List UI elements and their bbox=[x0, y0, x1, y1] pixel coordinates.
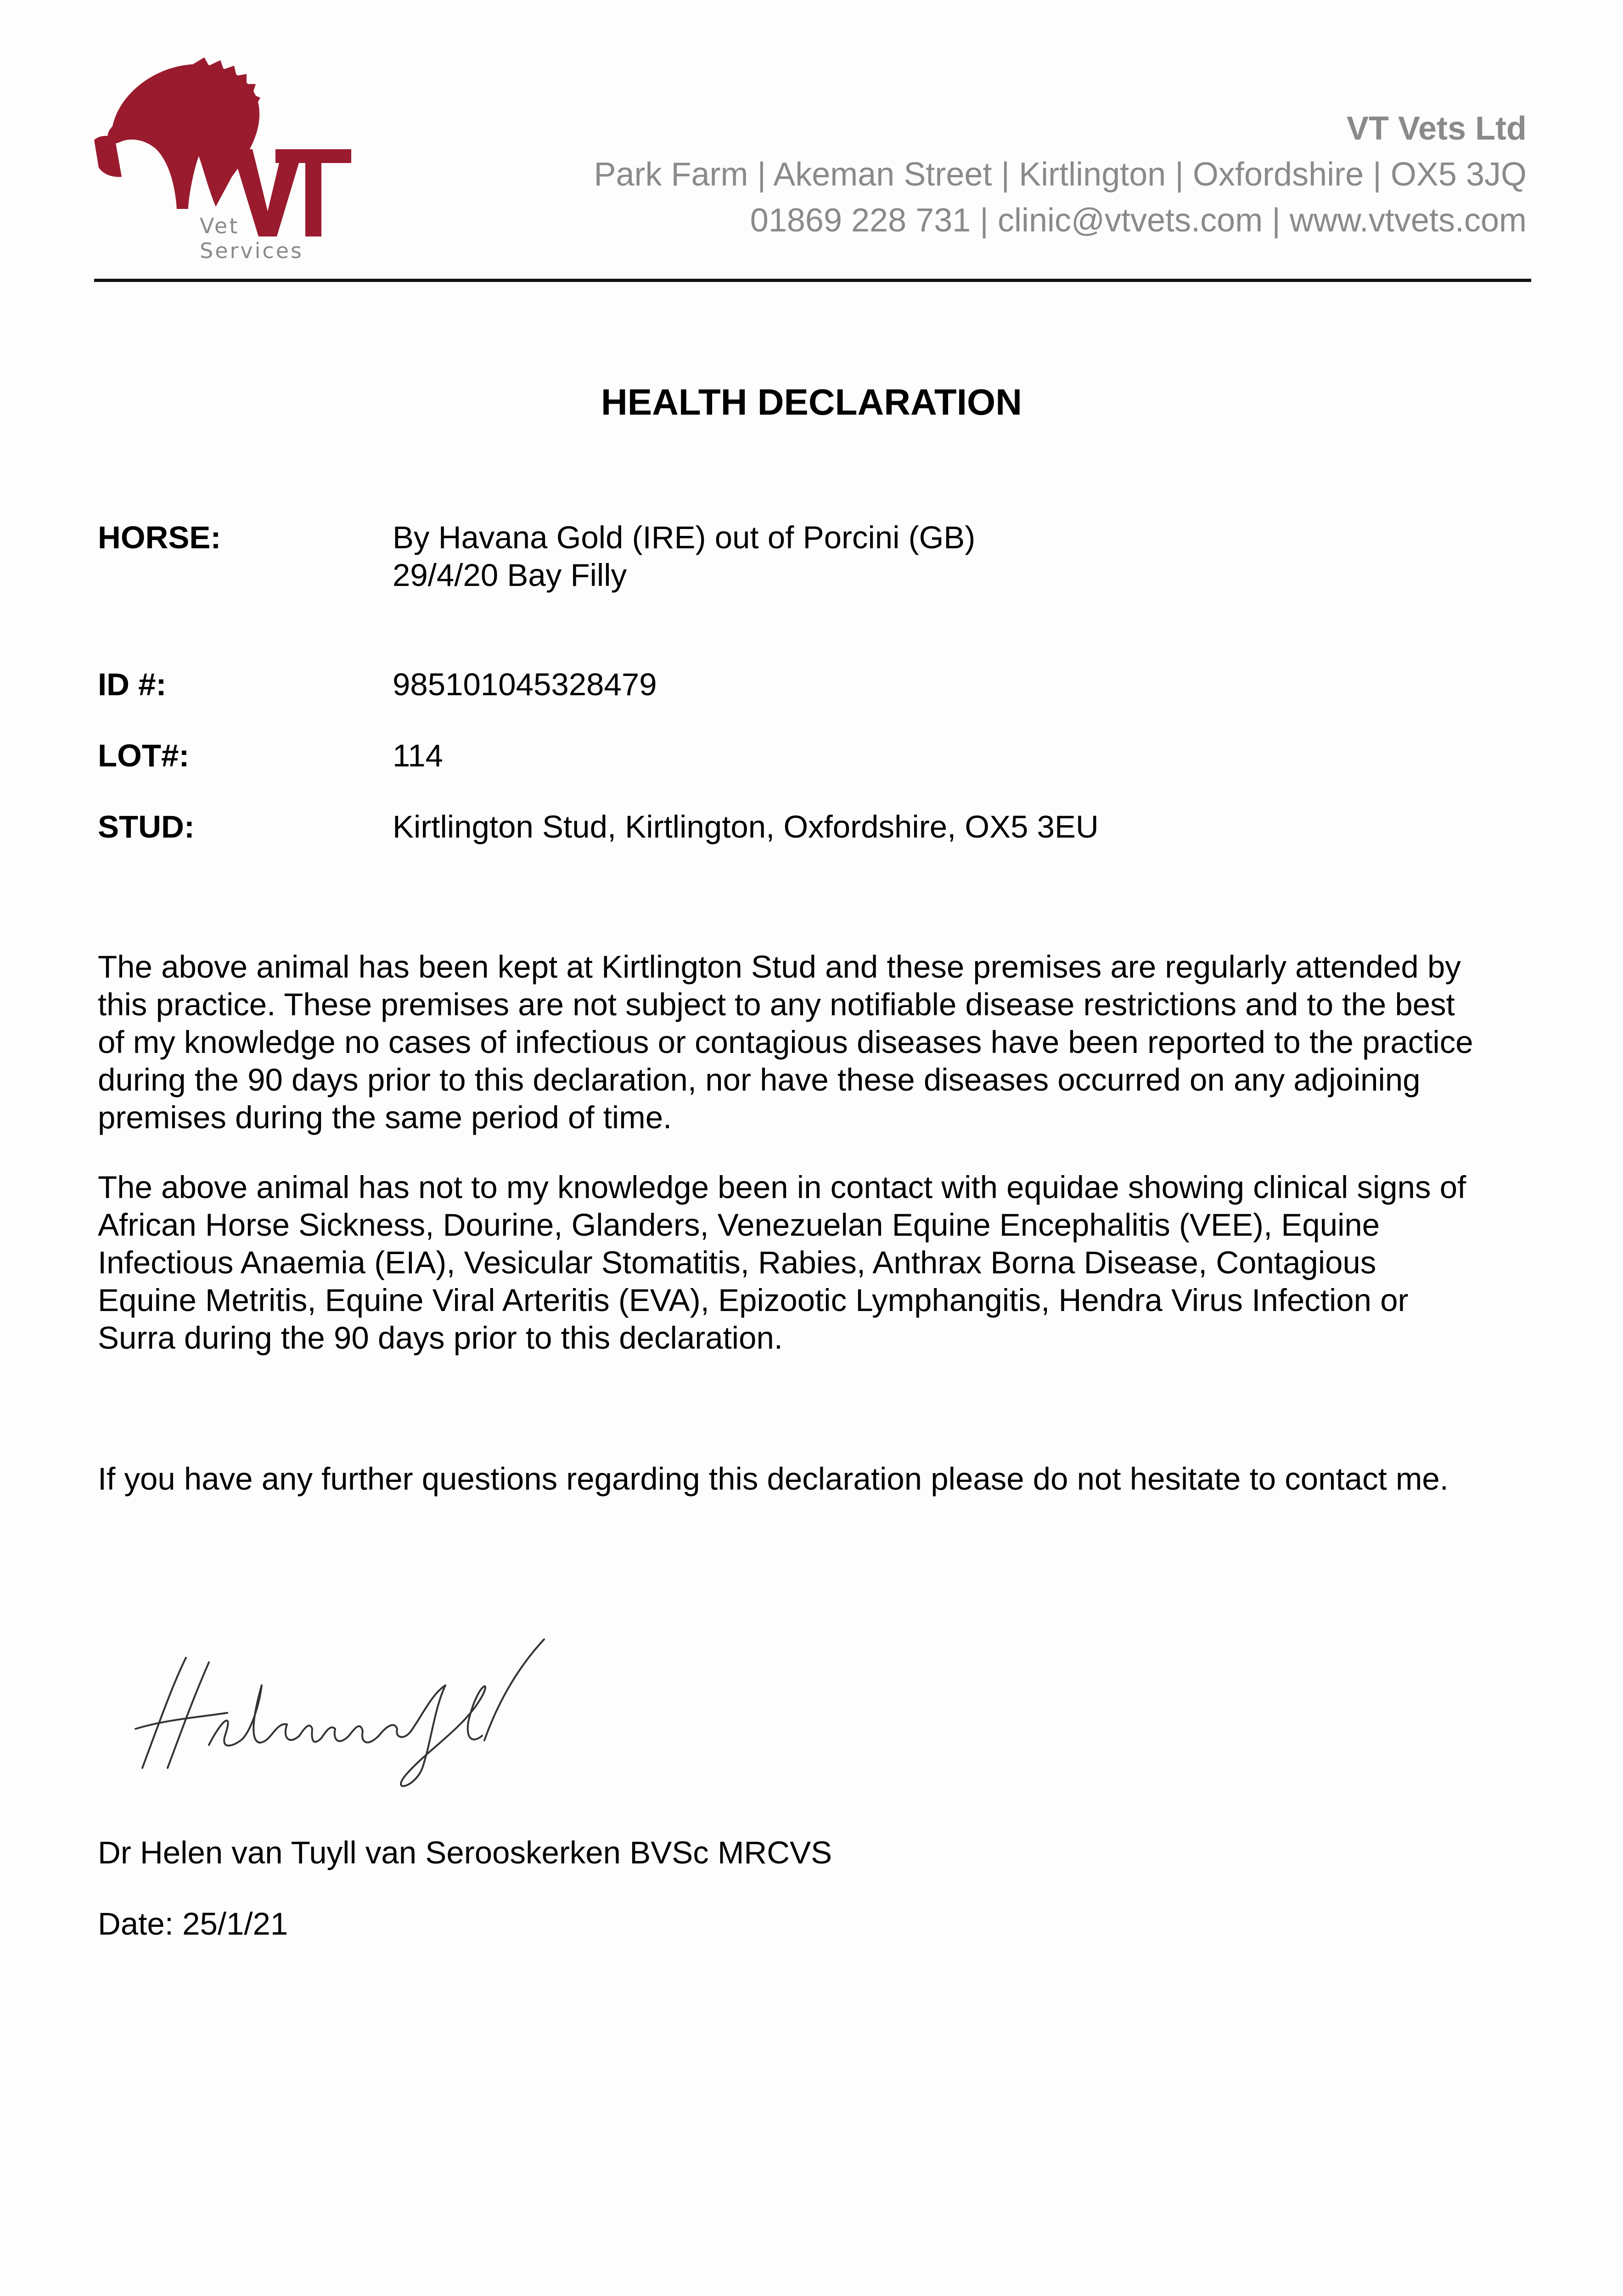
vt-logo bbox=[94, 57, 351, 263]
handwritten-signature-icon bbox=[129, 1630, 560, 1795]
id-label: ID #: bbox=[98, 667, 167, 702]
logo-tagline: Vet Services bbox=[200, 214, 303, 263]
paragraph-line: during the 90 days prior to this declaration, nor have these diseases occurred on any adjoining bbox=[98, 1062, 1421, 1097]
lot-label: LOT#: bbox=[98, 738, 190, 773]
paragraph-line: The above animal has been kept at Kirtlington Stud and these premises are regularly attended by bbox=[98, 949, 1461, 985]
declaration-date: Date: 25/1/21 bbox=[98, 1906, 288, 1941]
signature bbox=[129, 1630, 560, 1795]
company-address: Park Farm | Akeman Street | Kirtlington | Oxfordshire | OX5 3JQ bbox=[594, 156, 1527, 193]
company-header bbox=[594, 106, 1527, 243]
stud-label: STUD: bbox=[98, 809, 195, 844]
document-title: HEALTH DECLARATION bbox=[601, 382, 1022, 422]
id-value: 985101045328479 bbox=[393, 667, 657, 702]
paragraph-line: Infectious Anaemia (EIA), Vesicular Stomatitis, Rabies, Anthrax Borna Disease, Contagious bbox=[98, 1245, 1376, 1280]
company-name: VT Vets Ltd bbox=[1346, 110, 1527, 147]
paragraph-line: Equine Metritis, Equine Viral Arteritis (EVA), Epizootic Lymphangitis, Hendra Virus Infection or bbox=[98, 1283, 1409, 1318]
closing-paragraph: If you have any further questions regarding this declaration please do not hesitate to contact me. bbox=[98, 1461, 1449, 1497]
horse-value-line1: By Havana Gold (IRE) out of Porcini (GB) bbox=[393, 520, 976, 555]
paragraph-line: The above animal has not to my knowledge been in contact with equidae showing clinical signs of bbox=[98, 1170, 1466, 1205]
declaration-paragraph-1 bbox=[98, 948, 1544, 1137]
paragraph-line: this practice. These premises are not subject to any notifiable disease restrictions and to the best bbox=[98, 987, 1455, 1022]
paragraph-line: African Horse Sickness, Dourine, Glanders, Venezuelan Equine Encephalitis (VEE), Equine bbox=[98, 1207, 1380, 1243]
declaration-paragraph-2 bbox=[98, 1169, 1544, 1357]
stud-value: Kirtlington Stud, Kirtlington, Oxfordshire, OX5 3EU bbox=[393, 809, 1099, 844]
header-divider bbox=[94, 279, 1531, 282]
signer-name: Dr Helen van Tuyll van Serooskerken BVSc MRCVS bbox=[98, 1835, 832, 1870]
paragraph-line: Surra during the 90 days prior to this declaration. bbox=[98, 1320, 783, 1356]
lot-value: 114 bbox=[393, 738, 444, 773]
paragraph-line: premises during the same period of time. bbox=[98, 1100, 672, 1135]
company-contact: 01869 228 731 | clinic@vtvets.com | www.vtvets.com bbox=[750, 202, 1527, 239]
horse-value-line2: 29/4/20 Bay Filly bbox=[393, 557, 627, 593]
paragraph-line: of my knowledge no cases of infectious or contagious diseases have been reported to the practice bbox=[98, 1024, 1473, 1060]
horse-label: HORSE: bbox=[98, 520, 221, 555]
